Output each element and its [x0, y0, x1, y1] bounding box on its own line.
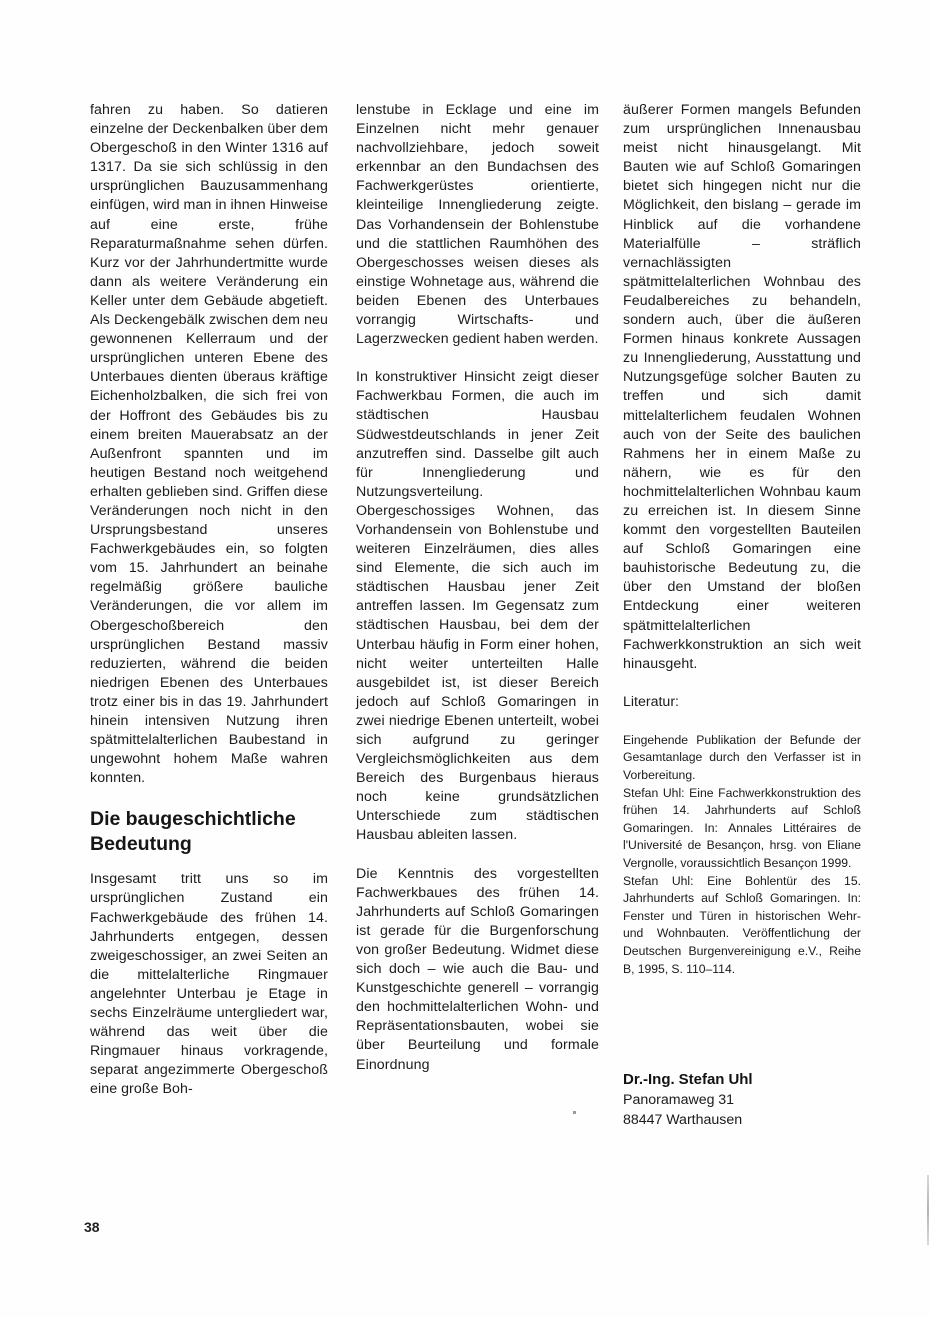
author-block: [623, 1070, 861, 1130]
author-city: 88447 Warthausen: [623, 1112, 743, 1129]
paragraph-continuation: äußerer Formen mangels Befunden zum ursprünglichen Innenausbau meist nicht hinausgelangt. Mit Bauten wie auf Schloß Gomaringen bietet sich hingegen nicht nur die Möglichkeit, den bislang – gerade im Hinblick auf die vorhandene Materialfülle – sträflich vernachlässigten spätmittelalterlichen Wohnbau des Feudalbereiches zu behandeln, sondern auch, über die äußeren Formen hinaus konkrete Aussagen zu Innengliederung, Ausstattung und Nutzungsgefüge solcher Bauten zu treffen und sich damit mittelalterlichem feudalen Wohnen auch von der Seite des baulichen Rahmens her in einem Maße zu nähern, wie es für den hochmittelalterlichen Wohnbau kaum zu erreichen ist. In diesem Sinne kommt den vorgestellten Bauteilen auf Schloß Gomaringen eine bauhistorische Bedeutung zu, die über den Umstand der bloßen Entdeckung einer weiteren spätmittelalterlichen Fachwerkkonstruktion an sich weit hinausgeht.: [623, 102, 861, 672]
text-column-1: [90, 101, 328, 1119]
literature-entry: Stefan Uhl: Eine Fachwerkkonstruktion des frühen 14. Jahrhunderts auf Schloß Gomaringen. In: Annales Littéraires de l'Université de Besançon, hrsg. von Eliane Vergnolle, voraussichtlich Besançon 1999.: [623, 785, 861, 870]
section-heading: Die baugeschichtliche Bedeutung: [90, 808, 296, 856]
paragraph: Insgesamt tritt uns so im ursprünglichen Zustand ein Fachwerkgebäude des frühen 14. Jahrhunderts entgegen, dessen zweigeschossiger, an zwei Seiten an die mittelalterliche Ringmauer angelehnter Unterbau je Etage in sechs Einzelräume untergliedert war, während das weit über die Ringmauer hinaus vorkragende, separat angezimmerte Obergeschoß eine große Boh-: [90, 871, 328, 1098]
page-number: 38: [84, 1219, 100, 1235]
scan-artifact-edge: [927, 1175, 929, 1245]
literature-heading: Literatur:: [623, 693, 679, 710]
paragraph: In konstruktiver Hinsicht zeigt dieser Fachwerkbau Formen, die auch im städtischen Hausbau Südwestdeutschlands in jener Zeit anzutreffen sind. Dasselbe gilt auch für Innengliederung und Nutzungsverteilung. Obergeschossiges Wohnen, das Vorhandensein von Bohlenstube und weiteren Einzelräumen, dies alles sind Elemente, die sich auch im städtischen Hausbau jener Zeit antreffen lassen. Im Gegensatz zum städtischen Hausbau, bei dem der Unterbau häufig in Form einer hohen, nicht weiter unterteilten Halle ausgebildet ist, ist dieser Bereich jedoch auf Schloß Gomaringen in zwei niedrige Ebenen unterteilt, wobei sich aufgrund zu geringer Vergleichsmöglichkeiten aus dem Bereich des Burgenbaus hieraus noch keine grundsätzlichen Unterschiede zum städtischen Hausbau ableiten lassen.: [356, 369, 599, 844]
paragraph-continuation: fahren zu haben. So datieren einzelne der Deckenbalken über dem Obergeschoß in den Winter 1316 auf 1317. Da sie sich schlüssig in den ursprünglichen Bauzusammenhang einfügen, wird man in ihnen Hinweise auf eine erste, frühe Reparaturmaßnahme sehen dürfen. Kurz vor der Jahrhundertmitte wurde dann als weitere Veränderung ein Keller unter dem Gebäude abgetieft. Als Deckengebälk zwischen dem neu gewonnenen Kellerraum und der ursprünglichen unteren Ebene des Unterbaues dienten überaus kräftige Eichenholzbalken, die sich frei von der Hoffront des Gebäudes bis zu einem breiten Mauerabsatz an der Außenfront spannten und im heutigen Bestand noch weitgehend erhalten geblieben sind. Griffen diese Veränderungen noch nicht in den Ursprungsbestand unseres Fachwerkgebäudes ein, so folgten vom 15. Jahrhundert an beinahe regelmäßig größere bauliche Veränderungen, die vor allem im Obergeschoßbereich den ursprünglichen Bestand massiv reduzierten, während die beiden niedrigen Ebenen des Unterbaues trotz einer bis in das 19. Jahrhundert hinein intensiven Nutzung ihren spätmittelalterlichen Baubestand in ungewohnt hohem Maße wahren konnten.: [90, 102, 328, 787]
paragraph: Die Kenntnis des vorgestellten Fachwerkbaues des frühen 14. Jahrhunderts auf Schloß Gomaringen ist gerade für die Burgenforschung von großer Bedeutung. Widmet diese sich doch – wie auch die Bau- und Kunstgeschichte generell – vorrangig den hochmittelalterlichen Wohn- und Repräsentationsbauten, wobei sie über Beurteilung und formale Einordnung: [356, 865, 599, 1073]
author-name: Dr.-Ing. Stefan Uhl: [623, 1071, 753, 1089]
text-column-3: [623, 101, 861, 1130]
scan-artifact-speck: [573, 1111, 576, 1114]
text-column-2: [356, 101, 599, 1094]
author-street: Panoramaweg 31: [623, 1092, 735, 1109]
literature-entry: Stefan Uhl: Eine Bohlentür des 15. Jahrhunderts auf Schloß Gomaringen. In: Fenster und Türen in historischen Wehr- und Wohnbauten. Veröffentlichung der Deutschen Burgenvereinigung e.V., Reihe B, 1995, S. 110–114.: [623, 873, 861, 976]
literature-entry: Eingehende Publikation der Befunde der Gesamtanlage durch den Verfasser ist in Vorbereitung.: [623, 732, 861, 782]
paragraph-continuation: lenstube in Ecklage und eine im Einzelnen nicht mehr genauer nachvollziehbare, jedoch soweit erkennbar an den Bundachsen des Fachwerkgerüstes orientierte, kleinteilige Innengliederung zeigte. Das Vorhandensein der Bohlenstube und die stattlichen Raumhöhen des Obergeschosses weisen dieses als einstige Wohnetage aus, während die beiden Ebenen des Unterbaues vorrangig Wirtschafts- und Lagerzwecken gedient haben werden.: [356, 102, 599, 348]
